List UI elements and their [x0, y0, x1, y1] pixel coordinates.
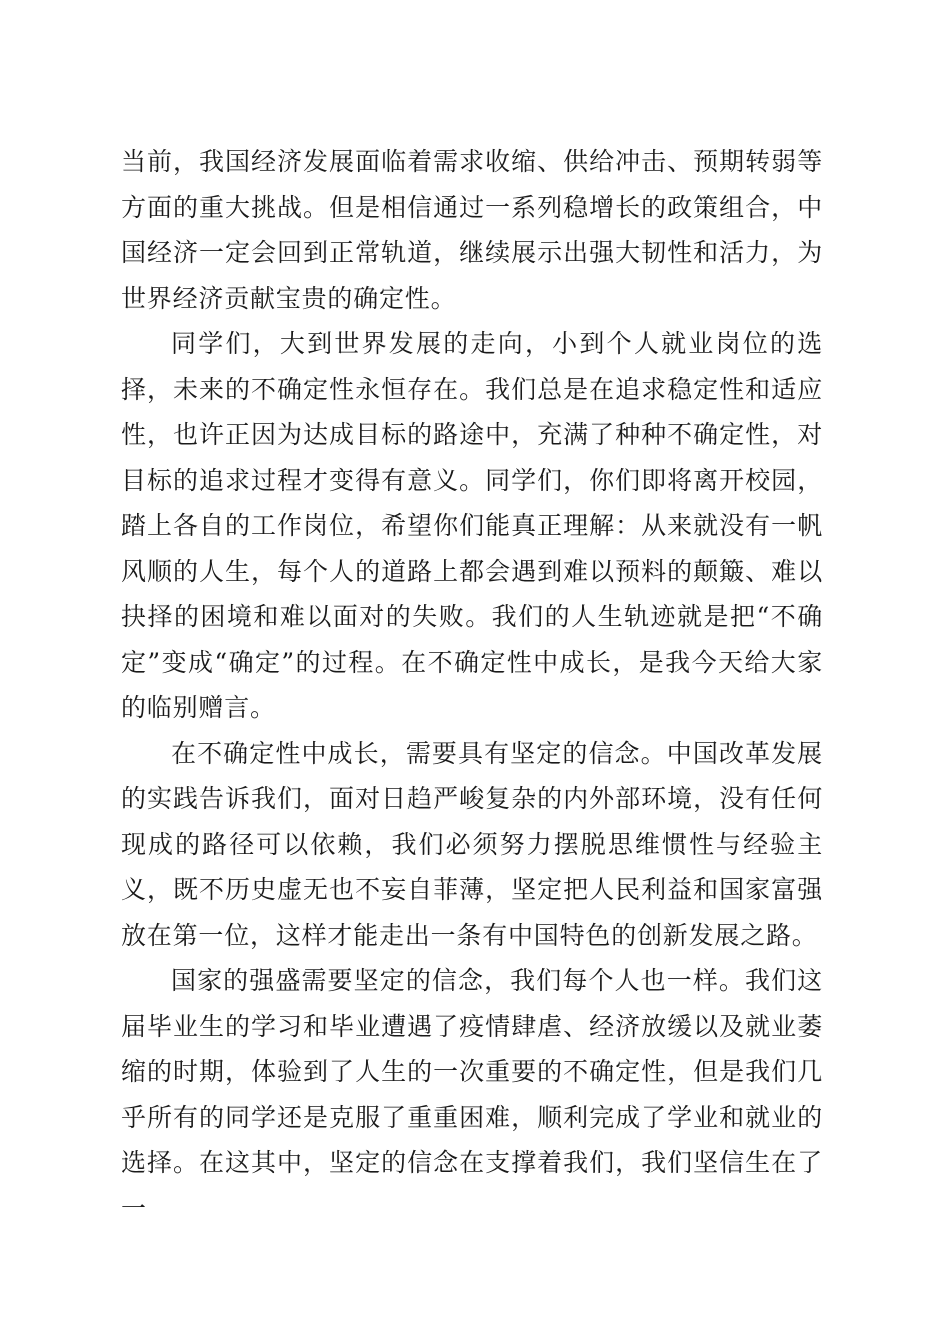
paragraph-4: 国家的强盛需要坚定的信念，我们每个人也一样。我们这届毕业生的学习和毕业遭遇了疫情肆虐、经济放缓以及就业萎缩的时期，体验到了人生的一次重要的不确定性，但是我们几乎所有的同学还是克服了重重困难，顺利完成了学业和就业的选择。在这其中，坚定的信念在支撑着我们，我们坚信生在了一 [121, 966, 823, 1223]
paragraph-1: 当前，我国经济发展面临着需求收缩、供给冲击、预期转弱等方面的重大挑战。但是相信通过一系列稳增长的政策组合，中国经济一定会回到正常轨道，继续展示出强大韧性和活力，为世界经济贡献宝贵的确定性。 [121, 147, 823, 313]
paragraph-2: 同学们，大到世界发展的走向，小到个人就业岗位的选择，未来的不确定性永恒存在。我们总是在追求稳定性和适应性，也许正因为达成目标的路途中，充满了种种不确定性，对目标的追求过程才变得有意义。同学们，你们即将离开校园，踏上各自的工作岗位，希望你们能真正理解：从来就没有一帆风顺的人生，每个人的道路上都会遇到难以预料的颠簸、难以抉择的困境和难以面对的失败。我们的人生轨迹就是把“不确定”变成“确定”的过程。在不确定性中成长，是我今天给大家的临别赠言。 [121, 329, 823, 722]
document-body [121, 139, 823, 1231]
paragraph-3: 在不确定性中成长，需要具有坚定的信念。中国改革发展的实践告诉我们，面对日趋严峻复杂的内外部环境，没有任何现成的路径可以依赖，我们必须努力摆脱思维惯性与经验主义，既不历史虚无也不妄自菲薄，坚定把人民利益和国家富强放在第一位，这样才能走出一条有中国特色的创新发展之路。 [121, 738, 823, 950]
